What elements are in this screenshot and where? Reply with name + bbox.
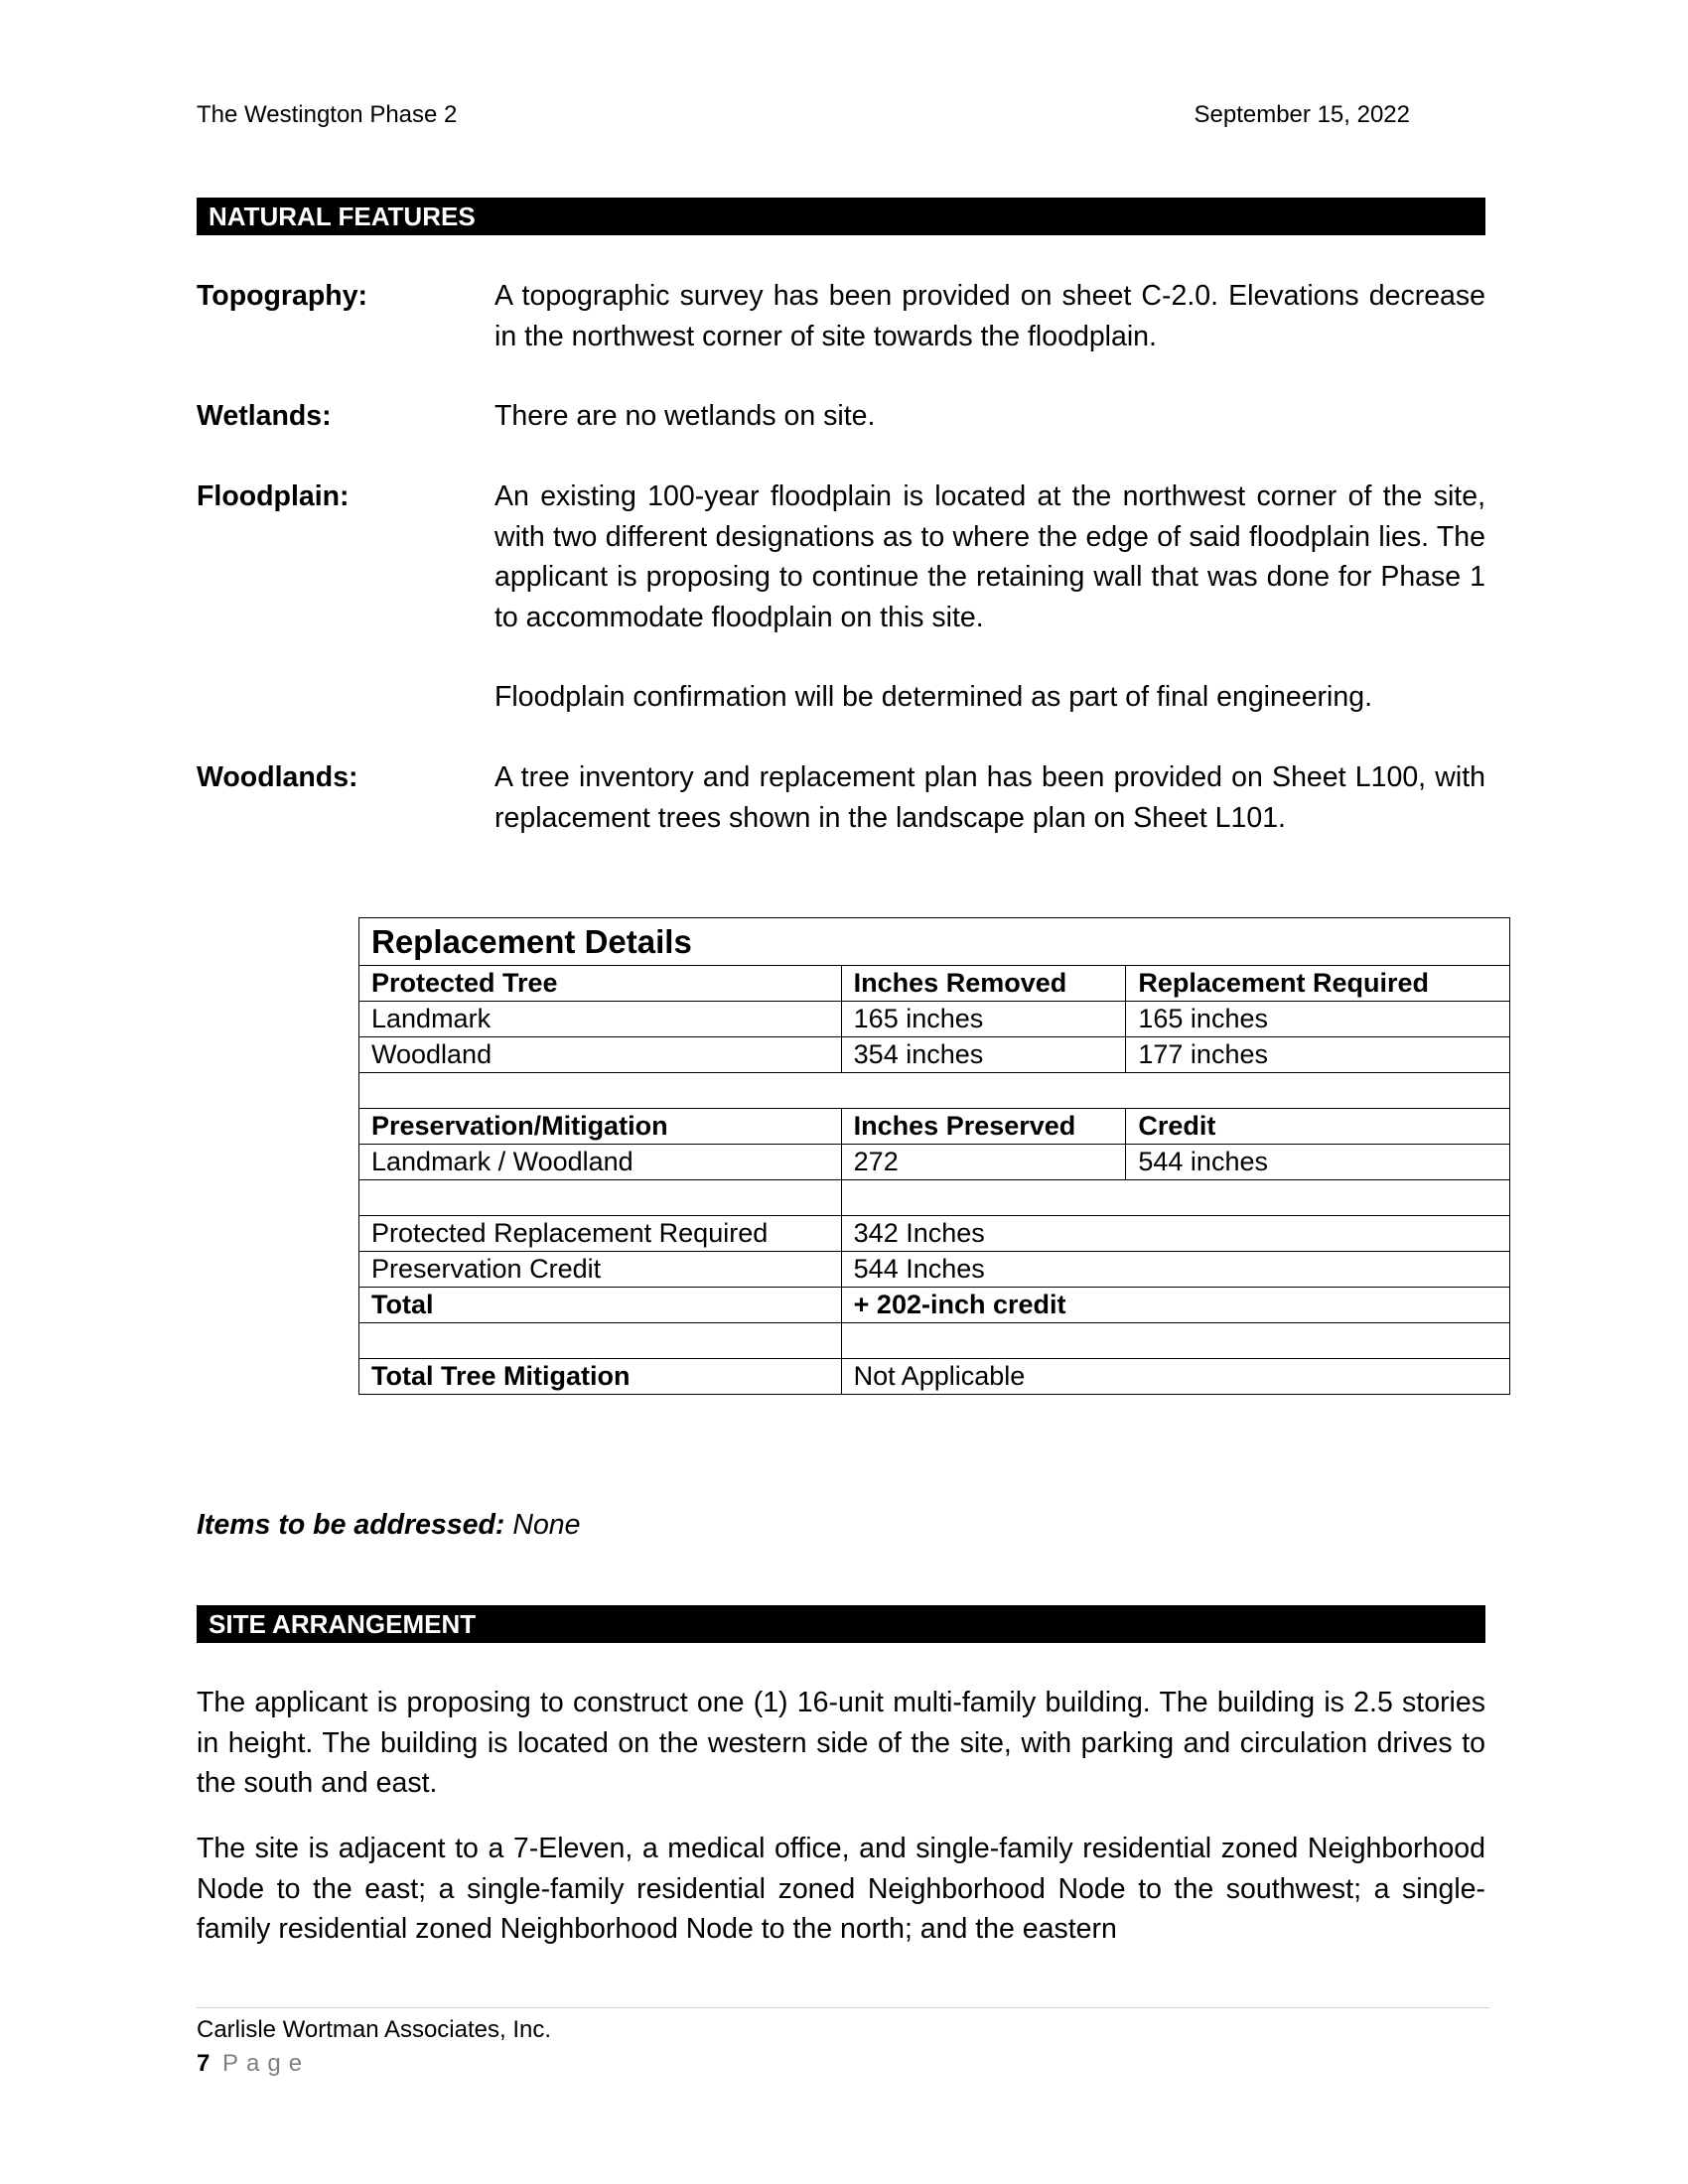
table-header-cell: Protected Tree <box>359 966 842 1002</box>
feature-label: Woodlands: <box>197 761 358 793</box>
table-spacer-row <box>359 1073 1510 1109</box>
table-title: Replacement Details <box>359 918 1510 966</box>
table-total-row <box>359 1288 1510 1323</box>
table-row <box>359 1145 1510 1180</box>
project-name: The Westington Phase 2 <box>197 101 458 128</box>
section-heading-site-arrangement: SITE ARRANGEMENT <box>197 1605 1485 1643</box>
table-spacer-row <box>359 1323 1510 1359</box>
table-empty-cell <box>359 1323 842 1359</box>
table-cell: Landmark <box>359 1002 842 1037</box>
table-mitigation-row <box>359 1359 1510 1395</box>
site-arrangement-paragraph: The applicant is proposing to construct one (1) 16-unit multi-family building. The building is 2.5 stories in height. The building is located on the western side of the site, with parking and circulation drives to the south and east. <box>197 1687 1485 1799</box>
feature-topography <box>197 276 1485 356</box>
page-word: Page <box>222 2050 311 2077</box>
table-cell: Landmark / Woodland <box>359 1145 842 1180</box>
report-date: September 15, 2022 <box>1194 101 1410 128</box>
table-header-row <box>359 966 1510 1002</box>
table-row <box>359 1216 1510 1252</box>
table-header-cell: Preservation/Mitigation <box>359 1109 842 1145</box>
table-cell: 272 <box>841 1145 1126 1180</box>
feature-paragraph: A tree inventory and replacement plan has been provided on Sheet L100, with replacement trees shown in the landscape plan on Sheet L101. <box>494 761 1485 834</box>
section-heading-natural-features: NATURAL FEATURES <box>197 198 1485 235</box>
feature-wetlands <box>197 396 1485 437</box>
table-header-cell: Replacement Required <box>1126 966 1510 1002</box>
table-cell: Protected Replacement Required <box>359 1216 842 1252</box>
feature-paragraph: There are no wetlands on site. <box>494 400 876 432</box>
feature-paragraph: A topographic survey has been provided on sheet C-2.0. Elevations decrease in the northwest corner of site towards the floodplain. <box>494 280 1485 352</box>
table-cell: Total Tree Mitigation <box>359 1359 842 1395</box>
table-cell: + 202-inch credit <box>841 1288 1509 1323</box>
feature-text <box>494 276 1485 356</box>
table-cell: 354 inches <box>841 1037 1126 1073</box>
table-title-row <box>359 918 1510 966</box>
footer-divider <box>197 2007 1489 2008</box>
page-header <box>197 101 1410 129</box>
table-cell: Total <box>359 1288 842 1323</box>
footer-organization: Carlisle Wortman Associates, Inc. <box>197 2016 552 2043</box>
table-empty-cell <box>841 1180 1509 1216</box>
table-cell: 544 Inches <box>841 1252 1509 1288</box>
items-label: Items to be addressed: <box>197 1509 505 1541</box>
table-cell: 177 inches <box>1126 1037 1510 1073</box>
feature-text <box>494 396 1485 437</box>
table-spacer-row <box>359 1180 1510 1216</box>
table-header-cell: Inches Removed <box>841 966 1126 1002</box>
table-header-row <box>359 1109 1510 1145</box>
table-empty-cell <box>359 1073 1510 1109</box>
feature-text <box>494 477 1485 718</box>
table-cell: Woodland <box>359 1037 842 1073</box>
page-number <box>197 2050 310 2078</box>
table-row <box>359 1037 1510 1073</box>
feature-text <box>494 757 1485 838</box>
table-cell: 165 inches <box>841 1002 1126 1037</box>
feature-paragraph: Floodplain confirmation will be determined as part of final engineering. <box>494 681 1373 713</box>
items-to-be-addressed <box>197 1509 581 1542</box>
items-value: None <box>512 1509 581 1541</box>
table-cell: 342 Inches <box>841 1216 1509 1252</box>
page-number-value: 7 <box>197 2050 211 2077</box>
table-cell: Preservation Credit <box>359 1252 842 1288</box>
feature-label: Floodplain: <box>197 480 350 512</box>
table-header-cell: Credit <box>1126 1109 1510 1145</box>
table-cell: 165 inches <box>1126 1002 1510 1037</box>
table-empty-cell <box>359 1180 842 1216</box>
feature-label: Topography: <box>197 280 368 312</box>
table-row <box>359 1252 1510 1288</box>
table-header-cell: Inches Preserved <box>841 1109 1126 1145</box>
feature-woodlands <box>197 757 1485 838</box>
table-cell: Not Applicable <box>841 1359 1509 1395</box>
table-row <box>359 1002 1510 1037</box>
feature-floodplain <box>197 477 1485 718</box>
table-empty-cell <box>841 1323 1509 1359</box>
table-cell: 544 inches <box>1126 1145 1510 1180</box>
replacement-details-table <box>358 917 1510 1395</box>
feature-paragraph: An existing 100-year floodplain is located at the northwest corner of the site, with two different designations as to where the edge of said floodplain lies. The applicant is proposing to continue the retaining wall that was done for Phase 1 to accommodate floodplain on this site. <box>494 480 1485 633</box>
site-arrangement-paragraph: The site is adjacent to a 7-Eleven, a medical office, and single-family residential zoned Neighborhood Node to the east; a single-family residential zoned Neighborhood Node to the southwest; a single-family residential zoned Neighborhood Node to the north; and the eastern <box>197 1833 1485 1945</box>
feature-label: Wetlands: <box>197 400 332 432</box>
